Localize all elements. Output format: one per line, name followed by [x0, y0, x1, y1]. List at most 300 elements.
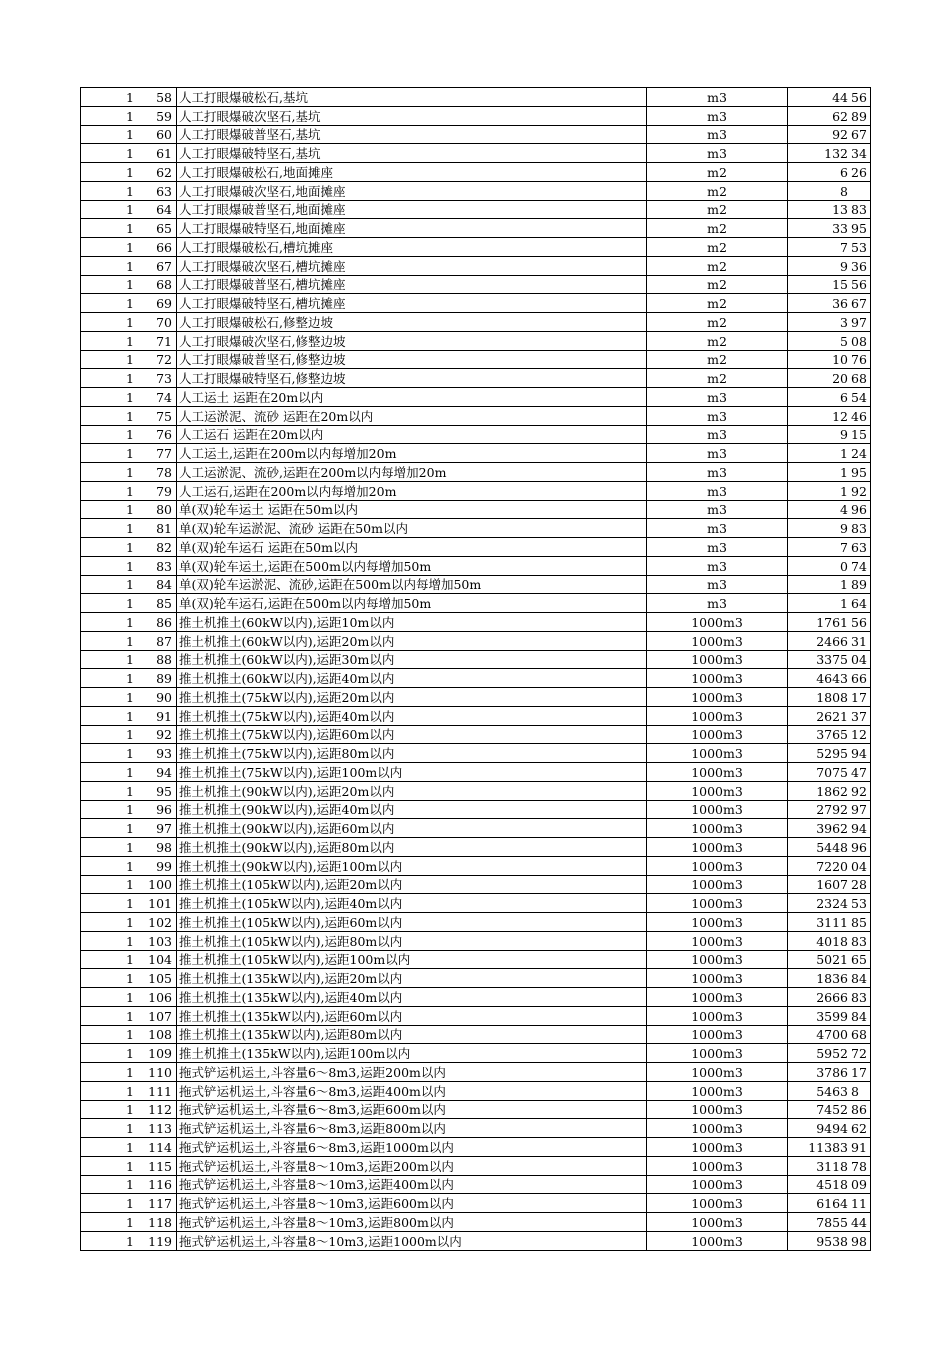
index-cell: [81, 331, 177, 350]
item-number: 110: [148, 1064, 172, 1080]
item-unit: m2: [647, 200, 788, 219]
price-integer: 36: [832, 296, 848, 311]
section-number: 1: [126, 221, 134, 236]
index-cell: [81, 163, 177, 182]
index-cell: [81, 613, 177, 632]
item-name: 人工打眼爆破特坚石,基坑: [177, 144, 647, 163]
item-unit: m3: [647, 500, 788, 519]
item-number: 69: [156, 296, 172, 311]
price-integer: 6: [840, 389, 848, 405]
price-integer: 3765: [816, 727, 848, 743]
price-cell: [788, 688, 871, 707]
price-integer: 15: [832, 277, 848, 293]
item-number: 88: [156, 652, 172, 668]
item-name: 推土机推土(75kW以内),运距100m以内: [177, 763, 647, 782]
table-row: [81, 913, 871, 932]
table-row: [81, 163, 871, 182]
item-unit: 1000m3: [647, 819, 788, 838]
price-fraction: 85: [851, 914, 867, 930]
index-cell: [81, 1044, 177, 1063]
item-number: 98: [156, 839, 172, 855]
item-number: 79: [156, 483, 172, 499]
table-row: [81, 1044, 871, 1063]
price-integer: 1862: [816, 783, 848, 799]
index-cell: [81, 1025, 177, 1044]
price-integer: 1: [840, 483, 848, 499]
price-cell: [788, 594, 871, 613]
item-unit: m2: [647, 256, 788, 275]
item-unit: m2: [647, 219, 788, 238]
item-name: 人工打眼爆破松石,修整边坡: [177, 313, 647, 332]
price-integer: 92: [832, 127, 848, 143]
item-unit: 1000m3: [647, 931, 788, 950]
index-cell: [81, 763, 177, 782]
price-fraction: 04: [851, 858, 867, 874]
price-integer: 3118: [816, 1158, 848, 1174]
item-name: 拖式铲运机运土,斗容量6～8m3,运距1000m以内: [177, 1138, 647, 1157]
item-number: 94: [156, 764, 172, 780]
item-number: 107: [148, 1008, 172, 1024]
price-integer: 7075: [816, 764, 848, 780]
price-fraction: 46: [851, 408, 867, 424]
price-cell: [788, 913, 871, 932]
item-number: 96: [156, 802, 172, 818]
price-cell: [788, 1138, 871, 1157]
price-fraction: 65: [851, 952, 867, 968]
section-number: 1: [126, 614, 134, 630]
section-number: 1: [126, 239, 134, 255]
index-cell: [81, 125, 177, 144]
table-row: [81, 144, 871, 163]
item-number: 95: [156, 783, 172, 799]
price-cell: [788, 425, 871, 444]
price-fraction: 94: [851, 746, 867, 761]
item-number: 64: [156, 202, 172, 218]
item-name: 拖式铲运机运土,斗容量6～8m3,运距200m以内: [177, 1063, 647, 1082]
table-row: [81, 106, 871, 125]
item-unit: 1000m3: [647, 763, 788, 782]
table-row: [81, 425, 871, 444]
item-unit: 1000m3: [647, 725, 788, 744]
section-number: 1: [126, 1158, 134, 1174]
item-number: 89: [156, 671, 172, 686]
price-fraction: 37: [851, 708, 867, 724]
item-unit: 1000m3: [647, 1006, 788, 1025]
section-number: 1: [126, 821, 134, 836]
section-number: 1: [126, 971, 134, 986]
price-cell: [788, 444, 871, 463]
table-row: [81, 181, 871, 200]
index-cell: [81, 669, 177, 688]
item-unit: m3: [647, 406, 788, 425]
table-row: [81, 613, 871, 632]
price-fraction: 36: [851, 258, 867, 274]
price-fraction: 68: [851, 1027, 867, 1043]
price-cell: [788, 556, 871, 575]
section-number: 1: [126, 839, 134, 855]
table-row: [81, 444, 871, 463]
price-cell: [788, 613, 871, 632]
item-number: 114: [148, 1139, 172, 1155]
table-row: [81, 331, 871, 350]
price-fraction: 96: [851, 502, 867, 518]
table-row: [81, 88, 871, 107]
price-integer: 33: [832, 221, 848, 236]
price-integer: 132: [824, 146, 848, 161]
section-number: 1: [126, 914, 134, 930]
price-cell: [788, 369, 871, 388]
table-row: [81, 1213, 871, 1232]
section-number: 1: [126, 952, 134, 968]
item-number: 105: [148, 971, 172, 986]
table-row: [81, 931, 871, 950]
index-cell: [81, 219, 177, 238]
item-name: 人工打眼爆破普坚石,地面摊座: [177, 200, 647, 219]
price-cell: [788, 538, 871, 557]
index-cell: [81, 388, 177, 407]
price-cell: [788, 1119, 871, 1138]
item-unit: m3: [647, 594, 788, 613]
section-number: 1: [126, 1214, 134, 1230]
item-name: 人工运土 运距在20m以内: [177, 388, 647, 407]
table-row: [81, 1119, 871, 1138]
table-row: [81, 1175, 871, 1194]
item-name: 人工打眼爆破特坚石,槽坑摊座: [177, 294, 647, 313]
item-unit: 1000m3: [647, 1175, 788, 1194]
price-fraction: 63: [851, 539, 867, 555]
section-number: 1: [126, 708, 134, 724]
price-cell: [788, 988, 871, 1007]
price-fraction: 96: [851, 839, 867, 855]
item-unit: m3: [647, 106, 788, 125]
price-integer: 9: [840, 427, 848, 443]
item-name: 推土机推土(90kW以内),运距100m以内: [177, 856, 647, 875]
item-number: 117: [148, 1196, 172, 1211]
item-unit: 1000m3: [647, 1063, 788, 1082]
price-cell: [788, 350, 871, 369]
section-number: 1: [126, 1027, 134, 1043]
table-row: [81, 631, 871, 650]
index-cell: [81, 88, 177, 107]
price-fraction: 83: [851, 521, 867, 536]
price-cell: [788, 819, 871, 838]
item-name: 单(双)轮车运石 运距在50m以内: [177, 538, 647, 557]
section-number: 1: [126, 877, 134, 893]
index-cell: [81, 1156, 177, 1175]
price-cell: [788, 763, 871, 782]
item-number: 81: [156, 521, 172, 536]
item-number: 106: [148, 989, 172, 1005]
index-cell: [81, 1063, 177, 1082]
price-cell: [788, 1081, 871, 1100]
price-cell: [788, 1006, 871, 1025]
price-integer: 5952: [816, 1046, 848, 1061]
section-number: 1: [126, 427, 134, 443]
price-integer: 5295: [816, 746, 848, 761]
item-number: 74: [156, 389, 172, 405]
price-cell: [788, 481, 871, 500]
index-cell: [81, 988, 177, 1007]
index-cell: [81, 238, 177, 257]
index-cell: [81, 463, 177, 482]
item-unit: 1000m3: [647, 950, 788, 969]
item-name: 推土机推土(90kW以内),运距40m以内: [177, 800, 647, 819]
item-name: 人工运土,运距在200m以内每增加20m: [177, 444, 647, 463]
item-number: 109: [148, 1046, 172, 1061]
item-unit: 1000m3: [647, 688, 788, 707]
item-unit: m2: [647, 181, 788, 200]
index-cell: [81, 800, 177, 819]
section-number: 1: [126, 596, 134, 611]
table-row: [81, 1025, 871, 1044]
item-name: 推土机推土(105kW以内),运距80m以内: [177, 931, 647, 950]
section-number: 1: [126, 202, 134, 218]
index-cell: [81, 725, 177, 744]
price-integer: 4: [840, 502, 848, 518]
index-cell: [81, 1175, 177, 1194]
item-number: 72: [156, 352, 172, 368]
section-number: 1: [126, 1196, 134, 1211]
section-number: 1: [126, 89, 134, 105]
item-name: 推土机推土(60kW以内),运距10m以内: [177, 613, 647, 632]
price-cell: [788, 1156, 871, 1175]
price-cell: [788, 256, 871, 275]
price-fraction: 86: [851, 1102, 867, 1118]
price-cell: [788, 800, 871, 819]
price-cell: [788, 631, 871, 650]
item-unit: m2: [647, 275, 788, 294]
price-cell: [788, 181, 871, 200]
item-unit: m2: [647, 331, 788, 350]
price-fraction: 09: [851, 1177, 867, 1193]
item-name: 人工打眼爆破松石,槽坑摊座: [177, 238, 647, 257]
price-fraction: 67: [851, 127, 867, 143]
price-cell: [788, 275, 871, 294]
price-integer: 1: [840, 596, 848, 611]
section-number: 1: [126, 352, 134, 368]
item-unit: m2: [647, 294, 788, 313]
table-row: [81, 1231, 871, 1250]
price-cell: [788, 1100, 871, 1119]
item-unit: m3: [647, 425, 788, 444]
item-number: 80: [156, 502, 172, 518]
price-table: [80, 87, 871, 1251]
item-name: 推土机推土(105kW以内),运距40m以内: [177, 894, 647, 913]
price-integer: 1808: [816, 689, 848, 705]
item-unit: m3: [647, 125, 788, 144]
item-number: 91: [156, 708, 172, 724]
index-cell: [81, 519, 177, 538]
item-number: 63: [156, 183, 172, 199]
item-number: 86: [156, 614, 172, 630]
item-unit: 1000m3: [647, 1213, 788, 1232]
item-name: 推土机推土(135kW以内),运距100m以内: [177, 1044, 647, 1063]
table-row: [81, 275, 871, 294]
table-row: [81, 838, 871, 857]
section-number: 1: [126, 1008, 134, 1024]
item-number: 99: [156, 858, 172, 874]
price-integer: 9494: [816, 1121, 848, 1136]
item-unit: 1000m3: [647, 669, 788, 688]
section-number: 1: [126, 558, 134, 574]
table-row: [81, 650, 871, 669]
index-cell: [81, 819, 177, 838]
table-row: [81, 1100, 871, 1119]
price-integer: 4018: [816, 933, 848, 949]
price-cell: [788, 669, 871, 688]
index-cell: [81, 1231, 177, 1250]
price-cell: [788, 1175, 871, 1194]
price-cell: [788, 406, 871, 425]
item-unit: m3: [647, 538, 788, 557]
item-unit: 1000m3: [647, 969, 788, 988]
section-number: 1: [126, 858, 134, 874]
item-unit: m2: [647, 238, 788, 257]
item-number: 90: [156, 689, 172, 705]
section-number: 1: [126, 933, 134, 949]
price-integer: 4643: [816, 671, 848, 686]
section-number: 1: [126, 652, 134, 668]
price-fraction: 89: [851, 108, 867, 124]
index-cell: [81, 106, 177, 125]
index-cell: [81, 256, 177, 275]
price-cell: [788, 950, 871, 969]
price-cell: [788, 1194, 871, 1213]
item-name: 推土机推土(135kW以内),运距60m以内: [177, 1006, 647, 1025]
table-row: [81, 1006, 871, 1025]
price-fraction: 92: [851, 483, 867, 499]
item-unit: 1000m3: [647, 988, 788, 1007]
table-row: [81, 350, 871, 369]
price-integer: 12: [832, 408, 848, 424]
price-fraction: 89: [851, 577, 867, 593]
table-row: [81, 969, 871, 988]
item-unit: m3: [647, 481, 788, 500]
price-fraction: 67: [851, 296, 867, 311]
index-cell: [81, 1081, 177, 1100]
item-number: 70: [156, 314, 172, 330]
price-fraction: 56: [851, 614, 867, 630]
price-integer: 1: [840, 446, 848, 461]
price-fraction: 83: [851, 933, 867, 949]
index-cell: [81, 313, 177, 332]
price-integer: 1: [840, 464, 848, 480]
item-name: 人工打眼爆破次坚石,基坑: [177, 106, 647, 125]
index-cell: [81, 369, 177, 388]
price-integer: 2792: [816, 802, 848, 818]
item-number: 102: [148, 914, 172, 930]
item-unit: 1000m3: [647, 800, 788, 819]
table-row: [81, 950, 871, 969]
price-fraction: 91: [851, 1139, 867, 1155]
section-number: 1: [126, 1102, 134, 1118]
item-number: 68: [156, 277, 172, 293]
price-integer: 3375: [816, 652, 848, 668]
table-row: [81, 669, 871, 688]
item-name: 推土机推土(105kW以内),运距20m以内: [177, 875, 647, 894]
item-unit: 1000m3: [647, 894, 788, 913]
index-cell: [81, 931, 177, 950]
price-integer: 3962: [816, 821, 848, 836]
item-name: 单(双)轮车运石,运距在500m以内每增加50m: [177, 594, 647, 613]
price-integer: 5021: [816, 952, 848, 968]
item-name: 拖式铲运机运土,斗容量6～8m3,运距600m以内: [177, 1100, 647, 1119]
item-number: 71: [156, 333, 172, 349]
price-fraction: 98: [851, 1233, 867, 1249]
table-row: [81, 219, 871, 238]
price-fraction: 94: [851, 821, 867, 836]
item-name: 人工打眼爆破次坚石,槽坑摊座: [177, 256, 647, 275]
item-name: 推土机推土(135kW以内),运距80m以内: [177, 1025, 647, 1044]
item-unit: 1000m3: [647, 1025, 788, 1044]
item-number: 104: [148, 952, 172, 968]
price-fraction: 83: [851, 202, 867, 218]
price-fraction: 44: [851, 1214, 867, 1230]
item-number: 116: [148, 1177, 172, 1193]
table-row: [81, 781, 871, 800]
section-number: 1: [126, 446, 134, 461]
item-unit: 1000m3: [647, 1156, 788, 1175]
section-number: 1: [126, 783, 134, 799]
item-name: 推土机推土(75kW以内),运距60m以内: [177, 725, 647, 744]
price-fraction: 12: [851, 727, 867, 743]
section-number: 1: [126, 1064, 134, 1080]
price-integer: 1: [840, 577, 848, 593]
table-row: [81, 594, 871, 613]
price-cell: [788, 1044, 871, 1063]
item-number: 115: [148, 1158, 172, 1174]
section-number: 1: [126, 108, 134, 124]
price-cell: [788, 238, 871, 257]
item-unit: 1000m3: [647, 1100, 788, 1119]
section-number: 1: [126, 277, 134, 293]
section-number: 1: [126, 746, 134, 761]
item-number: 85: [156, 596, 172, 611]
section-number: 1: [126, 1177, 134, 1193]
item-unit: 1000m3: [647, 1231, 788, 1250]
item-unit: 1000m3: [647, 650, 788, 669]
section-number: 1: [126, 1046, 134, 1061]
item-unit: 1000m3: [647, 913, 788, 932]
item-unit: 1000m3: [647, 1194, 788, 1213]
section-number: 1: [126, 296, 134, 311]
item-number: 108: [148, 1027, 172, 1043]
table-row: [81, 369, 871, 388]
price-cell: [788, 838, 871, 857]
item-unit: m3: [647, 575, 788, 594]
price-integer: 2466: [816, 633, 848, 649]
section-number: 1: [126, 258, 134, 274]
price-cell: [788, 1063, 871, 1082]
item-number: 103: [148, 933, 172, 949]
table-row: [81, 988, 871, 1007]
item-name: 人工打眼爆破普坚石,槽坑摊座: [177, 275, 647, 294]
item-unit: 1000m3: [647, 1044, 788, 1063]
price-cell: [788, 313, 871, 332]
price-cell: [788, 1231, 871, 1250]
item-name: 人工打眼爆破普坚石,基坑: [177, 125, 647, 144]
section-number: 1: [126, 127, 134, 143]
price-integer: 9538: [816, 1233, 848, 1249]
price-integer: 2666: [816, 989, 848, 1005]
price-integer: 7: [840, 239, 848, 255]
index-cell: [81, 144, 177, 163]
item-name: 拖式铲运机运土,斗容量8～10m3,运距400m以内: [177, 1175, 647, 1194]
item-name: 人工打眼爆破普坚石,修整边坡: [177, 350, 647, 369]
price-integer: 13: [832, 202, 848, 218]
price-fraction: 17: [851, 1064, 867, 1080]
table-row: [81, 388, 871, 407]
